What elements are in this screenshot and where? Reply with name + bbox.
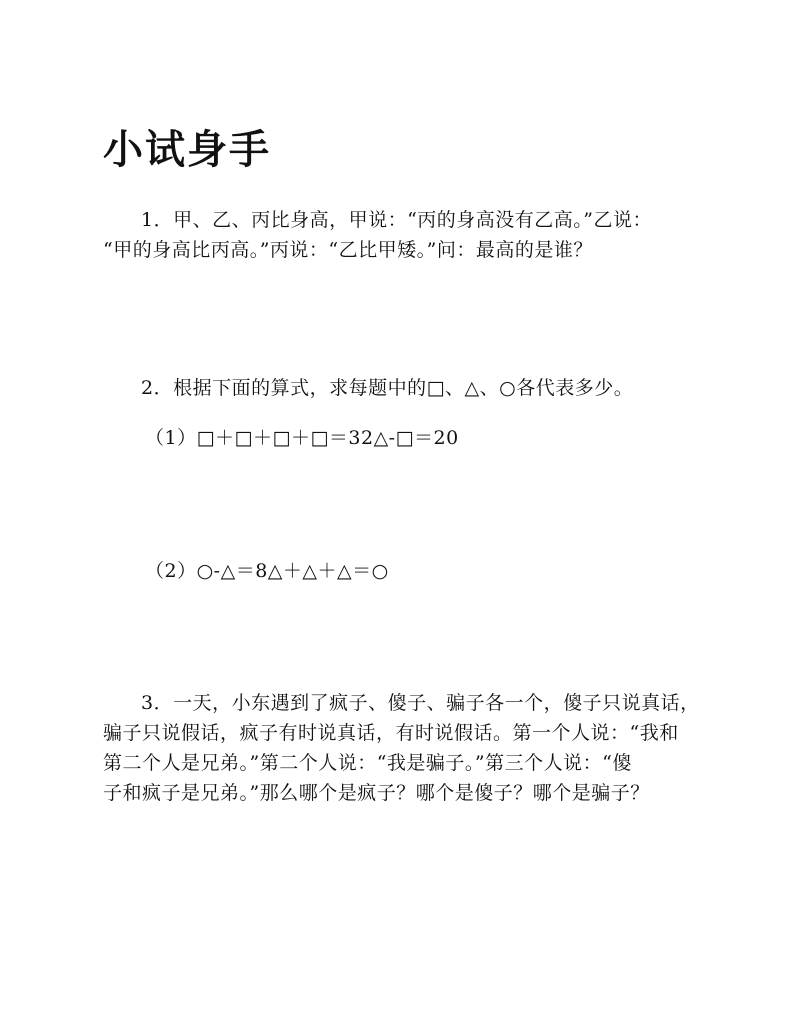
question-2-part-1 xyxy=(103,423,700,453)
question-2-intro: 2．根据下面的算式，求每题中的□、△、○各代表多少。 xyxy=(141,377,634,399)
question-1-line-2: “甲的身高比丙高。”丙说：“乙比甲矮。”问：最高的是谁？ xyxy=(103,239,593,261)
question-3-line-1: 3．一天，小东遇到了疯子、傻子、骗子各一个，傻子只说真话， xyxy=(141,692,700,714)
question-1-line-1: 1．甲、乙、丙比身高，甲说：“丙的身高没有乙高。”乙说： xyxy=(141,209,653,231)
question-1 xyxy=(103,205,700,265)
question-3-line-3: 第二个人是兄弟。”第二个人说：“我是骗子。”第三个人说：“傻 xyxy=(103,752,632,774)
question-2-part-2-text: （2）○-△＝8△＋△＋△＝○ xyxy=(145,560,389,582)
question-3-line-4: 子和疯子是兄弟。”那么哪个是疯子？哪个是傻子？哪个是骗子？ xyxy=(103,782,650,804)
question-2-part-1-text: （1）□＋□＋□＋□＝32△-□＝20 xyxy=(145,427,459,449)
page-title: 小试身手 xyxy=(103,127,271,173)
question-2 xyxy=(103,373,700,403)
question-2-part-2 xyxy=(103,556,700,586)
question-3 xyxy=(103,688,700,808)
question-3-line-2: 骗子只说假话，疯子有时说真话，有时说假话。第一个人说：“我和 xyxy=(103,722,679,744)
